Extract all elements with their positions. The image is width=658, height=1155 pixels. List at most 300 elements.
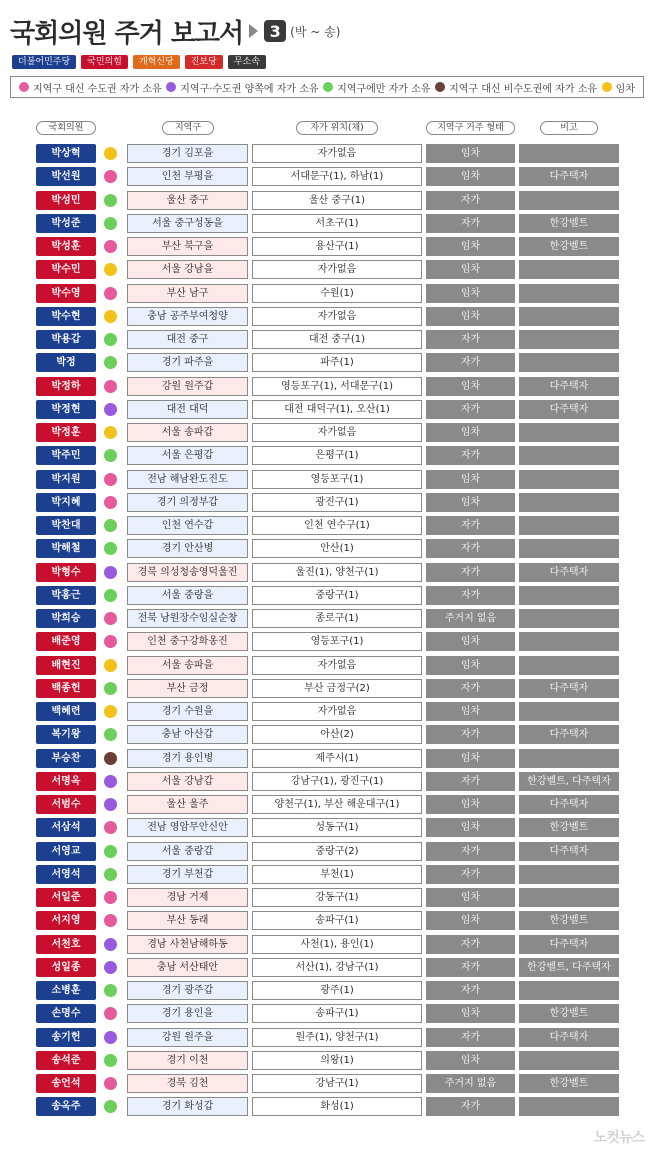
owned-cell: 화성(1) (252, 1097, 422, 1116)
owned-cell: 양천구(1), 부산 해운대구(1) (252, 795, 422, 814)
legend-dot-icon (19, 82, 29, 92)
table-row (0, 491, 658, 514)
note-cell (519, 144, 619, 163)
column-header-member: 국회의원 (36, 121, 96, 135)
table-row (0, 421, 658, 444)
table-row (0, 305, 658, 328)
note-cell (519, 702, 619, 721)
district-cell: 강원 원주갑 (127, 377, 248, 396)
owned-cell: 강남구(1), 광진구(1) (252, 772, 422, 791)
member-name: 박정훈 (36, 423, 96, 442)
residence-cell: 임차 (426, 911, 515, 930)
note-cell: 다주택자 (519, 842, 619, 861)
note-cell: 다주택자 (519, 679, 619, 698)
status-dot-icon (104, 1007, 117, 1020)
residence-cell: 임차 (426, 260, 515, 279)
status-dot-icon (104, 821, 117, 834)
table-row (0, 258, 658, 281)
legend-dot-icon (323, 82, 333, 92)
residence-cell: 임차 (426, 818, 515, 837)
owned-cell: 수원(1) (252, 284, 422, 303)
member-name: 백혜련 (36, 702, 96, 721)
status-dot-icon (104, 798, 117, 811)
member-name: 박성민 (36, 191, 96, 210)
residence-cell: 자가 (426, 1028, 515, 1047)
status-dot-icon (104, 194, 117, 207)
owned-cell: 자가없음 (252, 702, 422, 721)
legend-label: 임차 (615, 83, 635, 95)
table-row (0, 444, 658, 467)
table-row (0, 630, 658, 653)
district-cell: 충남 아산갑 (127, 725, 248, 744)
note-cell: 다주택자 (519, 935, 619, 954)
owned-cell: 중랑구(1) (252, 586, 422, 605)
status-dot-icon (104, 1054, 117, 1067)
legend-label: 지역구·수도권 양쪽에 자가 소유 (180, 83, 319, 95)
residence-cell: 자가 (426, 191, 515, 210)
note-cell: 한강벨트 (519, 214, 619, 233)
district-cell: 경남 거제 (127, 888, 248, 907)
district-cell: 인천 부평을 (127, 167, 248, 186)
note-cell (519, 656, 619, 675)
member-name: 서영석 (36, 865, 96, 884)
table-row (0, 979, 658, 1002)
member-name: 박정 (36, 353, 96, 372)
member-name: 서일준 (36, 888, 96, 907)
note-cell (519, 749, 619, 768)
member-name: 박용갑 (36, 330, 96, 349)
owned-cell: 서대문구(1), 하남(1) (252, 167, 422, 186)
status-dot-icon (104, 240, 117, 253)
district-cell: 경북 김천 (127, 1074, 248, 1093)
status-dot-icon (104, 752, 117, 765)
table-row (0, 793, 658, 816)
table-row (0, 1072, 658, 1095)
member-name: 송석준 (36, 1051, 96, 1070)
legend-item (323, 80, 430, 95)
residence-cell: 자가 (426, 214, 515, 233)
district-cell: 대전 대덕 (127, 400, 248, 419)
status-dot-icon (104, 333, 117, 346)
column-header-residence: 지역구 거주 형태 (426, 121, 515, 135)
residence-cell: 임차 (426, 423, 515, 442)
residence-cell: 자가 (426, 865, 515, 884)
owned-cell: 성동구(1) (252, 818, 422, 837)
owned-cell: 영등포구(1) (252, 632, 422, 651)
member-name: 서범수 (36, 795, 96, 814)
district-cell: 서울 중랑갑 (127, 842, 248, 861)
residence-cell: 자가 (426, 539, 515, 558)
district-cell: 전남 영암무안신안 (127, 818, 248, 837)
note-cell (519, 493, 619, 512)
member-name: 배준영 (36, 632, 96, 651)
note-cell (519, 609, 619, 628)
member-name: 박수현 (36, 307, 96, 326)
member-name: 손명수 (36, 1004, 96, 1023)
owned-cell: 서산(1), 강남구(1) (252, 958, 422, 977)
member-name: 박형수 (36, 563, 96, 582)
district-cell: 충남 서산태안 (127, 958, 248, 977)
residence-cell: 임차 (426, 749, 515, 768)
party-legend (12, 55, 266, 69)
owned-cell: 중랑구(2) (252, 842, 422, 861)
district-cell: 인천 연수갑 (127, 516, 248, 535)
note-cell (519, 446, 619, 465)
status-dot-icon (104, 170, 117, 183)
table-row (0, 677, 658, 700)
member-table (0, 142, 658, 1119)
note-cell (519, 1051, 619, 1070)
owned-cell: 강동구(1) (252, 888, 422, 907)
note-cell: 다주택자 (519, 1028, 619, 1047)
table-row (0, 375, 658, 398)
note-cell: 다주택자 (519, 563, 619, 582)
table-row (0, 398, 658, 421)
table-row (0, 189, 658, 212)
note-cell (519, 981, 619, 1000)
residence-cell: 임차 (426, 307, 515, 326)
residence-cell: 자가 (426, 725, 515, 744)
status-dot-icon (104, 473, 117, 486)
residence-cell: 자가 (426, 586, 515, 605)
residence-cell: 자가 (426, 330, 515, 349)
note-cell (519, 423, 619, 442)
residence-cell: 자가 (426, 446, 515, 465)
member-name: 배현진 (36, 656, 96, 675)
report-subtitle: (박 ~ 송) (290, 24, 341, 39)
note-cell: 다주택자 (519, 795, 619, 814)
residence-cell: 자가 (426, 563, 515, 582)
status-dot-icon (104, 426, 117, 439)
district-cell: 경기 용인병 (127, 749, 248, 768)
status-dot-icon (104, 1031, 117, 1044)
member-name: 서영교 (36, 842, 96, 861)
part-number-badge: 3 (264, 20, 286, 42)
district-cell: 경기 부천갑 (127, 865, 248, 884)
note-cell: 한강벨트 (519, 911, 619, 930)
owned-cell: 울산 중구(1) (252, 191, 422, 210)
district-cell: 전북 남원장수임실순창 (127, 609, 248, 628)
residence-cell: 임차 (426, 888, 515, 907)
member-name: 박홍근 (36, 586, 96, 605)
status-dot-icon (104, 612, 117, 625)
table-row (0, 468, 658, 491)
legend-dot-icon (435, 82, 445, 92)
residence-cell: 임차 (426, 377, 515, 396)
residence-cell: 자가 (426, 400, 515, 419)
legend-item (602, 80, 635, 95)
status-dot-icon (104, 217, 117, 230)
owned-cell: 파주(1) (252, 353, 422, 372)
member-name: 박찬대 (36, 516, 96, 535)
dot-legend (10, 76, 644, 98)
member-name: 송언석 (36, 1074, 96, 1093)
column-header-owned: 자가 위치(채) (296, 121, 378, 135)
legend-label: 지역구 대신 비수도권에 자가 소유 (449, 83, 598, 95)
party-tag: 더불어민주당 (12, 55, 76, 69)
residence-cell: 임차 (426, 656, 515, 675)
member-name: 박성훈 (36, 237, 96, 256)
residence-cell: 자가 (426, 516, 515, 535)
table-row (0, 770, 658, 793)
report-title: 국회의원 주거 보고서 (10, 18, 244, 49)
member-name: 성일종 (36, 958, 96, 977)
residence-cell: 임차 (426, 167, 515, 186)
member-name: 백종헌 (36, 679, 96, 698)
member-name: 박지원 (36, 470, 96, 489)
member-name: 박상혁 (36, 144, 96, 163)
column-headers (0, 121, 658, 135)
status-dot-icon (104, 1100, 117, 1113)
note-cell (519, 516, 619, 535)
status-dot-icon (104, 566, 117, 579)
legend-item (166, 80, 318, 95)
residence-cell: 자가 (426, 1097, 515, 1116)
table-row (0, 537, 658, 560)
legend-item (435, 80, 597, 95)
residence-cell: 임차 (426, 795, 515, 814)
owned-cell: 광주(1) (252, 981, 422, 1000)
table-row (0, 328, 658, 351)
owned-cell: 송파구(1) (252, 911, 422, 930)
status-dot-icon (104, 147, 117, 160)
residence-cell: 임차 (426, 470, 515, 489)
district-cell: 서울 은평갑 (127, 446, 248, 465)
owned-cell: 부산 금정구(2) (252, 679, 422, 698)
residence-cell: 주거지 없음 (426, 1074, 515, 1093)
note-cell (519, 353, 619, 372)
owned-cell: 용산구(1) (252, 237, 422, 256)
owned-cell: 광진구(1) (252, 493, 422, 512)
status-dot-icon (104, 449, 117, 462)
owned-cell: 자가없음 (252, 260, 422, 279)
table-row (0, 886, 658, 909)
table-row (0, 700, 658, 723)
table-row (0, 282, 658, 305)
status-dot-icon (104, 519, 117, 532)
note-cell: 한강벨트 (519, 818, 619, 837)
member-name: 부승찬 (36, 749, 96, 768)
note-cell (519, 191, 619, 210)
district-cell: 서울 송파갑 (127, 423, 248, 442)
member-name: 박희승 (36, 609, 96, 628)
status-dot-icon (104, 287, 117, 300)
owned-cell: 원주(1), 양천구(1) (252, 1028, 422, 1047)
table-row (0, 956, 658, 979)
status-dot-icon (104, 891, 117, 904)
table-row (0, 747, 658, 770)
district-cell: 서울 강남갑 (127, 772, 248, 791)
status-dot-icon (104, 403, 117, 416)
owned-cell: 자가없음 (252, 656, 422, 675)
district-cell: 경북 의성청송영덕울진 (127, 563, 248, 582)
note-cell: 한강벨트, 다주택자 (519, 772, 619, 791)
status-dot-icon (104, 961, 117, 974)
residence-cell: 자가 (426, 842, 515, 861)
member-name: 박해철 (36, 539, 96, 558)
member-name: 박주민 (36, 446, 96, 465)
residence-cell: 임차 (426, 493, 515, 512)
owned-cell: 사천(1), 용인(1) (252, 935, 422, 954)
district-cell: 경기 파주을 (127, 353, 248, 372)
owned-cell: 대전 대덕구(1), 오산(1) (252, 400, 422, 419)
note-cell (519, 470, 619, 489)
table-row (0, 1002, 658, 1025)
note-cell: 다주택자 (519, 377, 619, 396)
table-row (0, 1049, 658, 1072)
table-row (0, 235, 658, 258)
table-row (0, 1026, 658, 1049)
status-dot-icon (104, 938, 117, 951)
residence-cell: 임차 (426, 284, 515, 303)
table-row (0, 654, 658, 677)
member-name: 박선원 (36, 167, 96, 186)
residence-cell: 임차 (426, 632, 515, 651)
member-name: 송옥주 (36, 1097, 96, 1116)
district-cell: 경기 김포을 (127, 144, 248, 163)
residence-cell: 임차 (426, 702, 515, 721)
legend-label: 지역구 대신 수도권 자가 소유 (33, 83, 162, 95)
member-name: 송기헌 (36, 1028, 96, 1047)
owned-cell: 서초구(1) (252, 214, 422, 233)
note-cell (519, 284, 619, 303)
district-cell: 경기 화성갑 (127, 1097, 248, 1116)
district-cell: 부산 남구 (127, 284, 248, 303)
member-name: 박성준 (36, 214, 96, 233)
table-row (0, 909, 658, 932)
note-cell (519, 586, 619, 605)
owned-cell: 안산(1) (252, 539, 422, 558)
status-dot-icon (104, 984, 117, 997)
status-dot-icon (104, 705, 117, 718)
district-cell: 경기 안산병 (127, 539, 248, 558)
table-row (0, 561, 658, 584)
note-cell (519, 865, 619, 884)
member-name: 서지영 (36, 911, 96, 930)
owned-cell: 자가없음 (252, 307, 422, 326)
owned-cell: 부천(1) (252, 865, 422, 884)
note-cell (519, 307, 619, 326)
status-dot-icon (104, 310, 117, 323)
status-dot-icon (104, 775, 117, 788)
member-name: 박지혜 (36, 493, 96, 512)
owned-cell: 송파구(1) (252, 1004, 422, 1023)
status-dot-icon (104, 659, 117, 672)
legend-dot-icon (602, 82, 612, 92)
district-cell: 울산 중구 (127, 191, 248, 210)
residence-cell: 임차 (426, 1004, 515, 1023)
status-dot-icon (104, 1077, 117, 1090)
note-cell: 한강벨트 (519, 1004, 619, 1023)
table-row (0, 816, 658, 839)
residence-cell: 자가 (426, 679, 515, 698)
district-cell: 경기 수원을 (127, 702, 248, 721)
status-dot-icon (104, 542, 117, 555)
table-row (0, 142, 658, 165)
owned-cell: 인천 연수구(1) (252, 516, 422, 535)
table-row (0, 212, 658, 235)
party-tag: 국민의힘 (81, 55, 128, 69)
district-cell: 부산 북구을 (127, 237, 248, 256)
table-row (0, 933, 658, 956)
residence-cell: 임차 (426, 1051, 515, 1070)
note-cell: 다주택자 (519, 400, 619, 419)
residence-cell: 자가 (426, 353, 515, 372)
note-cell (519, 330, 619, 349)
residence-cell: 자가 (426, 981, 515, 1000)
status-dot-icon (104, 728, 117, 741)
status-dot-icon (104, 682, 117, 695)
legend-item (19, 80, 162, 95)
owned-cell: 영등포구(1), 서대문구(1) (252, 377, 422, 396)
news-logo: 노컷뉴스 (593, 1130, 644, 1146)
district-cell: 인천 중구강화옹진 (127, 632, 248, 651)
party-tag: 무소속 (228, 55, 266, 69)
table-row (0, 165, 658, 188)
note-cell (519, 888, 619, 907)
status-dot-icon (104, 914, 117, 927)
member-name: 복기왕 (36, 725, 96, 744)
member-name: 박수영 (36, 284, 96, 303)
legend-dot-icon (166, 82, 176, 92)
member-name: 박정하 (36, 377, 96, 396)
party-tag: 진보당 (185, 55, 223, 69)
district-cell: 대전 중구 (127, 330, 248, 349)
note-cell (519, 539, 619, 558)
note-cell: 한강벨트, 다주택자 (519, 958, 619, 977)
status-dot-icon (104, 845, 117, 858)
district-cell: 서울 중구성동을 (127, 214, 248, 233)
owned-cell: 자가없음 (252, 144, 422, 163)
residence-cell: 임차 (426, 144, 515, 163)
owned-cell: 강남구(1) (252, 1074, 422, 1093)
residence-cell: 자가 (426, 935, 515, 954)
district-cell: 경기 용인을 (127, 1004, 248, 1023)
district-cell: 경남 사천남해하동 (127, 935, 248, 954)
legend-label: 지역구에만 자가 소유 (337, 83, 431, 95)
owned-cell: 종로구(1) (252, 609, 422, 628)
district-cell: 부산 금정 (127, 679, 248, 698)
district-cell: 부산 동래 (127, 911, 248, 930)
note-cell: 한강벨트 (519, 1074, 619, 1093)
residence-cell: 자가 (426, 772, 515, 791)
owned-cell: 제주시(1) (252, 749, 422, 768)
table-row (0, 584, 658, 607)
district-cell: 울산 울주 (127, 795, 248, 814)
owned-cell: 영등포구(1) (252, 470, 422, 489)
owned-cell: 은평구(1) (252, 446, 422, 465)
party-tag: 개혁신당 (133, 55, 180, 69)
play-triangle-icon (249, 24, 258, 38)
status-dot-icon (104, 356, 117, 369)
table-row (0, 514, 658, 537)
status-dot-icon (104, 589, 117, 602)
owned-cell: 대전 중구(1) (252, 330, 422, 349)
district-cell: 충남 공주부여청양 (127, 307, 248, 326)
report-header (10, 14, 340, 48)
note-cell: 다주택자 (519, 167, 619, 186)
owned-cell: 아산(2) (252, 725, 422, 744)
status-dot-icon (104, 635, 117, 648)
table-row (0, 840, 658, 863)
table-row (0, 723, 658, 746)
member-name: 서명옥 (36, 772, 96, 791)
member-name: 소병훈 (36, 981, 96, 1000)
column-header-note: 비고 (540, 121, 598, 135)
residence-cell: 자가 (426, 958, 515, 977)
district-cell: 경기 광주갑 (127, 981, 248, 1000)
table-row (0, 351, 658, 374)
